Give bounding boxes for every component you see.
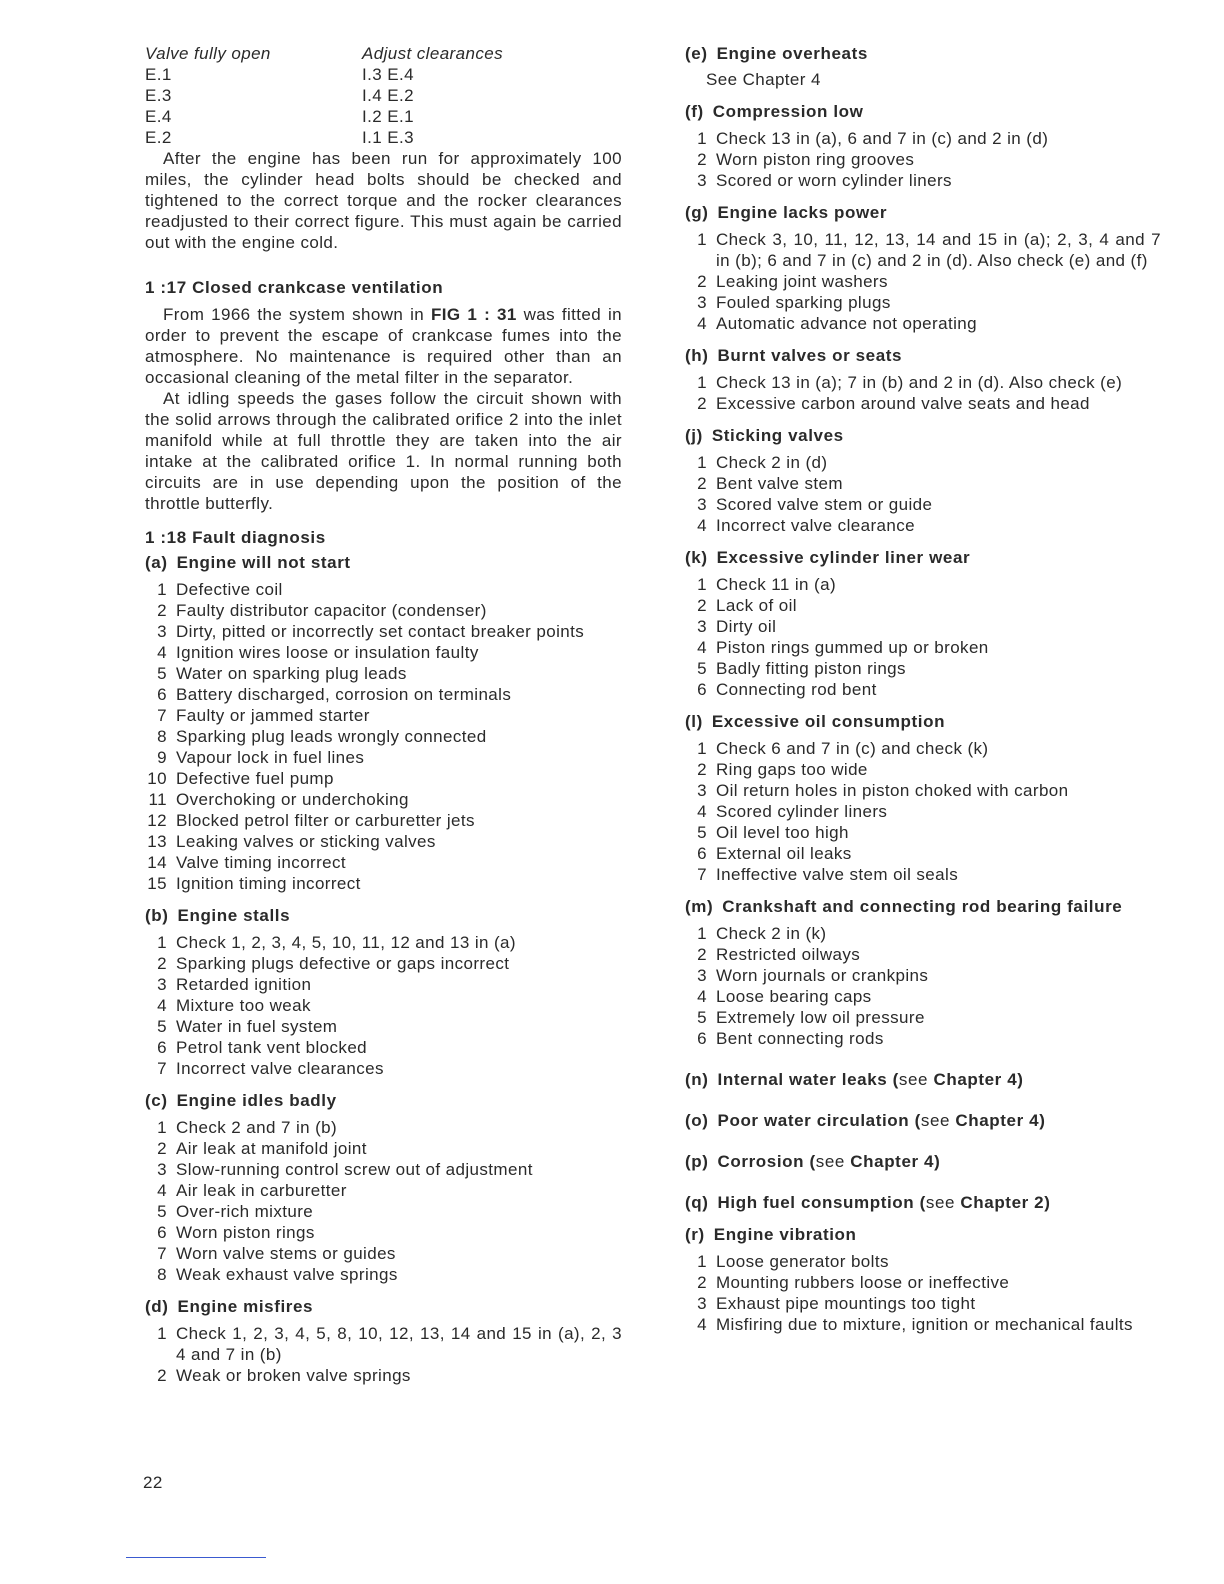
item-text: Dirty oil: [716, 617, 777, 636]
fault-label: (l): [685, 712, 703, 731]
item-number: 1: [697, 1252, 707, 1271]
list-item: [145, 1016, 622, 1037]
item-text: Faulty distributor capacitor (condenser): [176, 601, 487, 620]
item-text: Oil level too high: [716, 823, 849, 842]
item-text: Vapour lock in fuel lines: [176, 748, 365, 767]
list-item: [145, 1159, 622, 1180]
item-text: Check 2 in (d): [716, 453, 828, 472]
item-text: Worn valve stems or guides: [176, 1244, 396, 1263]
item-number: 3: [697, 1294, 707, 1313]
list-item: [145, 831, 622, 852]
item-text: Defective coil: [176, 580, 283, 599]
fault-title: High fuel consumption (: [717, 1193, 926, 1212]
fault-title: Engine misfires: [177, 1297, 314, 1316]
item-number: 2: [697, 760, 707, 779]
item-text: Ineffective valve stem oil seals: [716, 865, 959, 884]
item-number: 6: [157, 1223, 167, 1242]
item-text: Water in fuel system: [176, 1017, 338, 1036]
fault-list-right: [685, 43, 1161, 1335]
item-number: 1: [157, 1118, 167, 1137]
item-number: 7: [157, 706, 167, 725]
item-text: Water on sparking plug leads: [176, 664, 407, 683]
see-text: see: [920, 1111, 956, 1130]
paragraph: [145, 304, 622, 388]
item-text: Piston rings gummed up or broken: [716, 638, 989, 657]
list-item: [685, 944, 1161, 965]
list-item: [685, 986, 1161, 1007]
item-number: 1: [697, 453, 707, 472]
list-item: [685, 313, 1161, 334]
item-text: Ring gaps too wide: [716, 760, 868, 779]
list-item: [685, 738, 1161, 759]
item-text: Scored valve stem or guide: [716, 495, 933, 514]
fault-title: Corrosion (: [717, 1152, 816, 1171]
fault-label: (m): [685, 897, 714, 916]
item-text: Check 11 in (a): [716, 575, 837, 594]
item-text: Check 3, 10, 11, 12, 13, 14 and 15 in (a); 2, 3, 4 and 7 in (b); 6 and 7 in (c) and 2 in (d). Also check (e) and (f): [716, 230, 1161, 270]
item-number: 14: [147, 853, 167, 872]
item-text: Exhaust pipe mountings too tight: [716, 1294, 976, 1313]
item-number: 5: [157, 664, 167, 683]
item-text: Weak exhaust valve springs: [176, 1265, 398, 1284]
item-text: Scored or worn cylinder liners: [716, 171, 952, 190]
item-number: 5: [697, 823, 707, 842]
item-text: Check 1, 2, 3, 4, 5, 10, 11, 12 and 13 in (a): [176, 933, 516, 952]
item-text: Valve timing incorrect: [176, 853, 347, 872]
item-text: Oil return holes in piston choked with carbon: [716, 781, 1069, 800]
item-text: Fouled sparking plugs: [716, 293, 891, 312]
list-item: [145, 953, 622, 974]
list-item: [685, 229, 1161, 271]
item-number: 3: [697, 495, 707, 514]
fault-heading: [685, 547, 1161, 568]
fault-note: See Chapter 4: [706, 70, 821, 89]
item-text: Petrol tank vent blocked: [176, 1038, 368, 1057]
fault-heading: [145, 1296, 622, 1317]
item-number: 3: [697, 171, 707, 190]
figure-reference: FIG 1 : 31: [431, 305, 517, 324]
fault-label: (c): [145, 1091, 168, 1110]
item-number: 1: [697, 739, 707, 758]
list-item: [145, 1365, 622, 1386]
item-number: 2: [697, 272, 707, 291]
fault-title: Engine vibration: [713, 1225, 857, 1244]
item-number: 4: [697, 516, 707, 535]
list-item: [685, 271, 1161, 292]
list-item: [145, 1180, 622, 1201]
fault-heading: [685, 425, 1161, 446]
list-item: [685, 822, 1161, 843]
item-text: Dirty, pitted or incorrectly set contact breaker points: [176, 622, 585, 641]
list-item: [685, 1314, 1161, 1335]
item-text: Sparking plug leads wrongly connected: [176, 727, 487, 746]
item-number: 1: [157, 580, 167, 599]
table-cell: E.3: [145, 86, 172, 105]
fault-label: (f): [685, 102, 704, 121]
item-number: 3: [697, 781, 707, 800]
list-item: [685, 616, 1161, 637]
page-number: 22: [143, 1473, 163, 1492]
item-number: 1: [157, 1324, 167, 1343]
fault-title: Engine idles badly: [176, 1091, 337, 1110]
item-number: 2: [157, 601, 167, 620]
item-number: 4: [697, 802, 707, 821]
fault-heading: [145, 905, 622, 926]
table-cell: E.2: [145, 128, 172, 147]
item-number: 2: [157, 1139, 167, 1158]
item-number: 4: [697, 1315, 707, 1334]
item-number: 2: [697, 945, 707, 964]
table-cell: I.1 E.3: [362, 128, 414, 147]
item-text: Bent valve stem: [716, 474, 843, 493]
list-item: [145, 600, 622, 621]
list-item: [685, 149, 1161, 170]
see-text: see: [898, 1070, 934, 1089]
item-text: Ignition timing incorrect: [176, 874, 361, 893]
table-header: Valve fully open: [145, 44, 271, 63]
fault-heading: [685, 101, 1161, 122]
item-number: 1: [697, 373, 707, 392]
fault-label: (q): [685, 1193, 709, 1212]
item-text: Restricted oilways: [716, 945, 861, 964]
section-heading-crankcase-ventilation: 1 :17 Closed crankcase ventilation: [145, 278, 444, 297]
item-text: Leaking joint washers: [716, 272, 888, 291]
fault-label: (g): [685, 203, 709, 222]
fault-heading: [685, 1151, 1161, 1172]
table-cell: E.1: [145, 65, 172, 84]
fault-label: (b): [145, 906, 169, 925]
list-item: [685, 637, 1161, 658]
list-item: [685, 473, 1161, 494]
item-number: 12: [147, 811, 167, 830]
item-text: Incorrect valve clearances: [176, 1059, 384, 1078]
list-item: [145, 1243, 622, 1264]
list-item: [685, 128, 1161, 149]
list-item: [685, 1272, 1161, 1293]
item-number: 3: [157, 1160, 167, 1179]
item-number: 1: [697, 575, 707, 594]
item-number: 3: [157, 622, 167, 641]
fault-title: Engine overheats: [716, 44, 868, 63]
item-number: 7: [157, 1059, 167, 1078]
item-text: Faulty or jammed starter: [176, 706, 370, 725]
item-number: 3: [157, 975, 167, 994]
item-text: Weak or broken valve springs: [176, 1366, 411, 1385]
item-text: Sparking plugs defective or gaps incorrect: [176, 954, 510, 973]
list-item: [145, 663, 622, 684]
valve-clearance-table: [145, 43, 622, 148]
item-text: Check 6 and 7 in (c) and check (k): [716, 739, 989, 758]
left-column: [145, 43, 622, 1386]
table-cell: I.2 E.1: [362, 107, 414, 126]
list-item: [145, 621, 622, 642]
list-item: [685, 515, 1161, 536]
item-text: Excessive carbon around valve seats and head: [716, 394, 1090, 413]
fault-title: Poor water circulation (: [717, 1111, 921, 1130]
list-item: [685, 1007, 1161, 1028]
divider: [126, 1557, 266, 1558]
item-text: Ignition wires loose or insulation faulty: [176, 643, 479, 662]
item-text: Leaking valves or sticking valves: [176, 832, 436, 851]
fault-heading: [685, 1110, 1161, 1131]
item-text: Battery discharged, corrosion on terminals: [176, 685, 512, 704]
list-item: [685, 759, 1161, 780]
list-item: [145, 1058, 622, 1079]
item-text: Mixture too weak: [176, 996, 311, 1015]
fault-label: (a): [145, 553, 168, 572]
list-item: [685, 372, 1161, 393]
list-item: [685, 965, 1161, 986]
right-column: [685, 43, 1161, 1335]
item-text: Check 2 in (k): [716, 924, 827, 943]
list-item: [145, 852, 622, 873]
item-text: Worn piston rings: [176, 1223, 315, 1242]
item-number: 2: [157, 1366, 167, 1385]
item-text: Check 2 and 7 in (b): [176, 1118, 338, 1137]
item-text: Extremely low oil pressure: [716, 1008, 925, 1027]
list-item: [145, 1117, 622, 1138]
fault-title: Compression low: [712, 102, 864, 121]
item-text: Badly fitting piston rings: [716, 659, 906, 678]
see-text: see: [925, 1193, 961, 1212]
list-item: [145, 1222, 622, 1243]
list-item: [685, 1028, 1161, 1049]
list-item: [685, 494, 1161, 515]
fault-heading: [685, 43, 1161, 64]
item-text: Lack of oil: [716, 596, 797, 615]
fault-heading: [145, 1090, 622, 1111]
item-text: Loose bearing caps: [716, 987, 872, 1006]
item-text: External oil leaks: [716, 844, 852, 863]
list-item: [685, 1251, 1161, 1272]
item-number: 2: [697, 150, 707, 169]
fault-heading: [685, 345, 1161, 366]
item-text: Misfiring due to mixture, ignition or mechanical faults: [716, 1315, 1133, 1334]
table-cell: I.4 E.2: [362, 86, 414, 105]
item-number: 6: [697, 1029, 707, 1048]
item-number: 2: [697, 1273, 707, 1292]
list-item: [685, 1293, 1161, 1314]
paragraph: At idling speeds the gases follow the circuit shown with the solid arrows through the calibrated orifice 2 into the inlet manifold while at full throttle they are taken into the air intake at the calibrated orifice 1. In normal running both circuits are in use depending upon the position of the throttle butterfly.: [145, 389, 622, 513]
list-item: [145, 873, 622, 894]
fault-title: Crankshaft and connecting rod bearing failure: [722, 897, 1123, 916]
item-text: Defective fuel pump: [176, 769, 334, 788]
fault-title: Engine lacks power: [717, 203, 888, 222]
fault-label: (o): [685, 1111, 709, 1130]
chapter-reference: Chapter 2): [960, 1193, 1051, 1212]
item-number: 1: [697, 129, 707, 148]
item-number: 4: [157, 996, 167, 1015]
item-text: Automatic advance not operating: [716, 314, 977, 333]
item-text: Over-rich mixture: [176, 1202, 314, 1221]
fault-title: Excessive cylinder liner wear: [716, 548, 971, 567]
list-item: [145, 1037, 622, 1058]
list-item: [145, 642, 622, 663]
list-item: [145, 1138, 622, 1159]
list-item: [685, 864, 1161, 885]
list-item: [685, 923, 1161, 944]
list-item: [685, 780, 1161, 801]
fault-title: Burnt valves or seats: [717, 346, 903, 365]
list-item: [685, 658, 1161, 679]
item-number: 7: [697, 865, 707, 884]
list-item: [145, 768, 622, 789]
item-number: 5: [697, 1008, 707, 1027]
item-text: Slow-running control screw out of adjustment: [176, 1160, 533, 1179]
list-item: [145, 1201, 622, 1222]
item-text: Worn piston ring grooves: [716, 150, 915, 169]
item-number: 4: [697, 314, 707, 333]
list-item: [145, 932, 622, 953]
item-number: 2: [697, 474, 707, 493]
list-item: [685, 679, 1161, 700]
item-number: 5: [157, 1202, 167, 1221]
fault-label: (h): [685, 346, 709, 365]
list-item: [145, 789, 622, 810]
item-number: 15: [147, 874, 167, 893]
item-number: 7: [157, 1244, 167, 1263]
fault-heading: [145, 552, 622, 573]
item-text: Check 13 in (a), 6 and 7 in (c) and 2 in (d): [716, 129, 1049, 148]
fault-heading: [685, 1224, 1161, 1245]
table-cell: E.4: [145, 107, 172, 126]
section-heading-fault-diagnosis: 1 :18 Fault diagnosis: [145, 528, 326, 547]
list-item: [145, 1323, 622, 1365]
chapter-reference: Chapter 4): [955, 1111, 1046, 1130]
item-text: Air leak at manifold joint: [176, 1139, 367, 1158]
fault-label: (j): [685, 426, 703, 445]
item-text: Air leak in carburetter: [176, 1181, 347, 1200]
item-text: Check 13 in (a); 7 in (b) and 2 in (d). Also check (e): [716, 373, 1123, 392]
fault-label: (r): [685, 1225, 705, 1244]
fault-title: Engine will not start: [176, 553, 351, 572]
fault-label: (p): [685, 1152, 709, 1171]
list-item: [145, 726, 622, 747]
item-number: 5: [157, 1017, 167, 1036]
item-number: 8: [157, 1265, 167, 1284]
item-number: 6: [697, 680, 707, 699]
item-number: 6: [697, 844, 707, 863]
list-item: [685, 801, 1161, 822]
list-item: [685, 595, 1161, 616]
text: From 1966 the system shown in: [163, 305, 432, 324]
item-text: Retarded ignition: [176, 975, 312, 994]
list-item: [685, 452, 1161, 473]
item-number: 11: [148, 790, 167, 809]
list-item: [145, 705, 622, 726]
item-number: 1: [157, 933, 167, 952]
fault-heading: [685, 1069, 1161, 1090]
item-number: 13: [147, 832, 167, 851]
item-text: Connecting rod bent: [716, 680, 877, 699]
text: was fitted in order to prevent the escape of crankcase fumes into the atmosphere. No maintenance is required other than an occasional cleaning of the metal filter in the separator.: [145, 305, 622, 387]
fault-label: (d): [145, 1297, 169, 1316]
item-text: Scored cylinder liners: [716, 802, 888, 821]
item-text: Incorrect valve clearance: [716, 516, 915, 535]
list-item: [685, 393, 1161, 414]
list-item: [685, 292, 1161, 313]
item-number: 1: [697, 230, 707, 249]
chapter-reference: Chapter 4): [850, 1152, 941, 1171]
item-text: Blocked petrol filter or carburetter jets: [176, 811, 475, 830]
item-text: Worn journals or crankpins: [716, 966, 929, 985]
item-text: Bent connecting rods: [716, 1029, 884, 1048]
fault-heading: [685, 896, 1161, 917]
list-item: [145, 684, 622, 705]
fault-heading: [685, 1192, 1161, 1213]
item-number: 3: [697, 293, 707, 312]
list-item: [145, 1264, 622, 1285]
fault-list-left: [145, 552, 622, 1386]
see-text: see: [815, 1152, 851, 1171]
fault-title: Engine stalls: [177, 906, 291, 925]
fault-label: (k): [685, 548, 708, 567]
list-item: [685, 574, 1161, 595]
item-text: Loose generator bolts: [716, 1252, 889, 1271]
table-header: Adjust clearances: [362, 44, 503, 63]
list-item: [145, 974, 622, 995]
fault-heading: [685, 711, 1161, 732]
item-number: 3: [697, 966, 707, 985]
item-text: Overchoking or underchoking: [176, 790, 409, 809]
item-number: 1: [697, 924, 707, 943]
item-number: 6: [157, 1038, 167, 1057]
table-cell: I.3 E.4: [362, 65, 414, 84]
fault-heading: [685, 202, 1161, 223]
item-number: 2: [697, 394, 707, 413]
item-number: 4: [697, 638, 707, 657]
fault-label: (n): [685, 1070, 709, 1089]
fault-label: (e): [685, 44, 708, 63]
item-number: 8: [157, 727, 167, 746]
item-number: 4: [157, 1181, 167, 1200]
item-number: 2: [157, 954, 167, 973]
item-number: 9: [157, 748, 167, 767]
list-item: [145, 747, 622, 768]
item-number: 5: [697, 659, 707, 678]
item-number: 4: [157, 643, 167, 662]
list-item: [145, 579, 622, 600]
list-item: [145, 995, 622, 1016]
item-number: 6: [157, 685, 167, 704]
list-item: [685, 843, 1161, 864]
intro-paragraph: After the engine has been run for approximately 100 miles, the cylinder head bolts should be checked and tightened to the correct torque and the rocker clearances readjusted to their correct figure. This must again be carried out with the engine cold.: [145, 149, 622, 252]
list-item: [145, 810, 622, 831]
item-number: 10: [147, 769, 167, 788]
fault-title: Sticking valves: [711, 426, 844, 445]
list-item: [685, 170, 1161, 191]
fault-title: Internal water leaks (: [717, 1070, 899, 1089]
chapter-reference: Chapter 4): [933, 1070, 1024, 1089]
item-text: Mounting rubbers loose or ineffective: [716, 1273, 1010, 1292]
item-number: 4: [697, 987, 707, 1006]
fault-title: Excessive oil consumption: [711, 712, 946, 731]
item-number: 2: [697, 596, 707, 615]
item-text: Check 1, 2, 3, 4, 5, 8, 10, 12, 13, 14 and 15 in (a), 2, 3 4 and 7 in (b): [176, 1324, 622, 1364]
item-number: 3: [697, 617, 707, 636]
